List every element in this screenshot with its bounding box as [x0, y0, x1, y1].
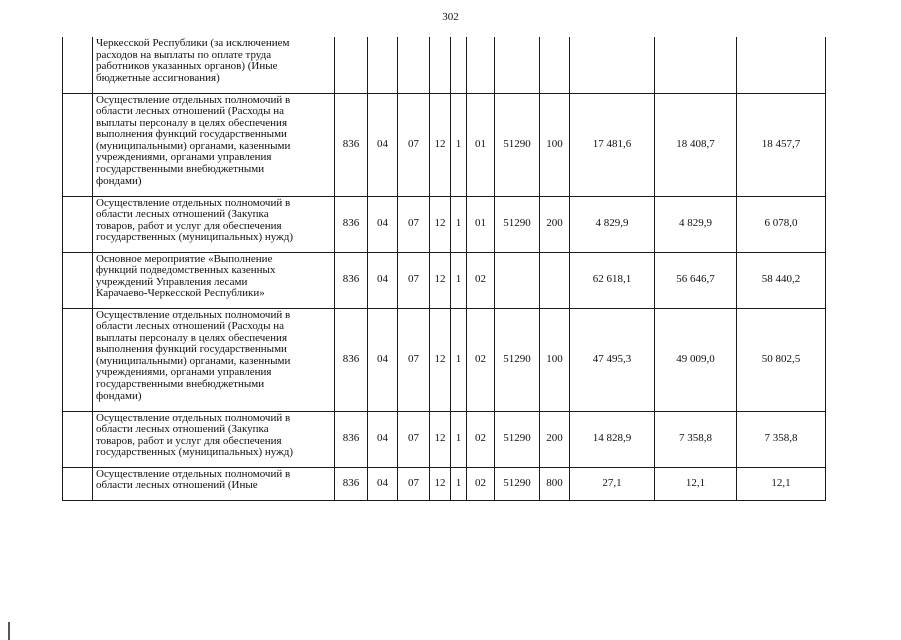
- description-line: области лесных отношений (Расходы на: [96, 105, 285, 118]
- description-line: государственными внебюджетными: [96, 378, 265, 391]
- row-description: [93, 467, 335, 500]
- gov-code-cell: 836: [335, 411, 368, 467]
- direction-cell: 51290: [495, 196, 540, 252]
- description-line: Черкесской Республики (за исключением: [96, 37, 290, 49]
- subprogram-cell: [451, 37, 467, 93]
- main-event-cell: 02: [467, 308, 495, 411]
- blank-cell: [63, 196, 93, 252]
- subsection-cell: 07: [398, 467, 430, 500]
- description-line: государственными внебюджетными: [96, 163, 265, 176]
- gov-code-cell: 836: [335, 93, 368, 196]
- description-line: бюджетные ассигнования): [96, 71, 220, 84]
- blank-cell: [63, 411, 93, 467]
- description-line: Карачаево-Черкесской Республики»: [96, 287, 265, 300]
- amount-year-3-cell: 7 358,8: [737, 411, 826, 467]
- blank-cell: [63, 467, 93, 500]
- amount-year-3-cell: 58 440,2: [737, 252, 826, 308]
- page-number: 302: [442, 11, 459, 23]
- amount-year-2-cell: 49 009,0: [655, 308, 737, 411]
- table-row: [63, 37, 826, 93]
- scan-edge-mark: [8, 622, 10, 640]
- description-line: Основное мероприятие «Выполнение: [96, 252, 273, 265]
- amount-year-1-cell: 14 828,9: [570, 411, 655, 467]
- section-cell: 04: [368, 252, 398, 308]
- description-line: выполнения функций государственными: [96, 343, 287, 356]
- expense-type-cell: 100: [540, 93, 570, 196]
- row-description: [93, 308, 335, 411]
- description-line: области лесных отношений (Закупка: [96, 208, 269, 221]
- description-line: области лесных отношений (Расходы на: [96, 320, 285, 333]
- subsection-cell: [398, 37, 430, 93]
- section-cell: [368, 37, 398, 93]
- description-line: (муниципальными) органами, казенными: [96, 139, 291, 152]
- amount-year-1-cell: 17 481,6: [570, 93, 655, 196]
- amount-year-1-cell: 4 829,9: [570, 196, 655, 252]
- blank-cell: [63, 93, 93, 196]
- description-line: государственных (муниципальных) нужд): [96, 231, 293, 244]
- main-event-cell: 02: [467, 252, 495, 308]
- description-line: Осуществление отдельных полномочий в: [96, 308, 291, 321]
- description-line: области лесных отношений (Иные: [96, 479, 258, 492]
- amount-year-2-cell: 4 829,9: [655, 196, 737, 252]
- amount-year-1-cell: [570, 37, 655, 93]
- amount-year-3-cell: [737, 37, 826, 93]
- blank-cell: [63, 37, 93, 93]
- subsection-cell: 07: [398, 252, 430, 308]
- row-description: [93, 252, 335, 308]
- program-cell: 12: [430, 411, 451, 467]
- description-line: Осуществление отдельных полномочий в: [96, 93, 291, 106]
- description-line: расходов на выплаты по оплате труда: [96, 48, 272, 61]
- program-cell: [430, 37, 451, 93]
- main-event-cell: 02: [467, 467, 495, 500]
- description-line: Осуществление отдельных полномочий в: [96, 411, 291, 424]
- section-cell: 04: [368, 308, 398, 411]
- gov-code-cell: 836: [335, 196, 368, 252]
- amount-year-1-cell: 27,1: [570, 467, 655, 500]
- direction-cell: 51290: [495, 93, 540, 196]
- main-event-cell: 02: [467, 411, 495, 467]
- section-cell: 04: [368, 411, 398, 467]
- program-cell: 12: [430, 93, 451, 196]
- main-event-cell: 01: [467, 196, 495, 252]
- direction-cell: 51290: [495, 467, 540, 500]
- expense-type-cell: [540, 252, 570, 308]
- gov-code-cell: 836: [335, 252, 368, 308]
- gov-code-cell: [335, 37, 368, 93]
- program-cell: 12: [430, 467, 451, 500]
- main-event-cell: [467, 37, 495, 93]
- expense-type-cell: 200: [540, 411, 570, 467]
- main-event-cell: 01: [467, 93, 495, 196]
- description-line: учреждениями, органами управления: [96, 366, 272, 379]
- table-row: [63, 93, 826, 196]
- description-line: выплаты персоналу в целях обеспечения: [96, 331, 288, 344]
- description-line: функций подведомственных казенных: [96, 264, 276, 277]
- description-line: товаров, работ и услуг для обеспечения: [96, 434, 282, 447]
- amount-year-3-cell: 6 078,0: [737, 196, 826, 252]
- budget-table: [62, 37, 826, 501]
- description-line: фондами): [96, 174, 142, 187]
- description-line: учреждениями, органами управления: [96, 151, 272, 164]
- direction-cell: 51290: [495, 411, 540, 467]
- description-line: выплаты персоналу в целях обеспечения: [96, 116, 288, 129]
- row-description: [93, 196, 335, 252]
- description-line: фондами): [96, 389, 142, 402]
- gov-code-cell: 836: [335, 308, 368, 411]
- program-cell: 12: [430, 196, 451, 252]
- subprogram-cell: 1: [451, 93, 467, 196]
- subprogram-cell: 1: [451, 196, 467, 252]
- subsection-cell: 07: [398, 93, 430, 196]
- amount-year-2-cell: 7 358,8: [655, 411, 737, 467]
- description-line: (муниципальными) органами, казенными: [96, 354, 291, 367]
- description-line: работников указанных органов) (Иные: [96, 60, 278, 73]
- table-body: [63, 37, 826, 500]
- amount-year-3-cell: 12,1: [737, 467, 826, 500]
- blank-cell: [63, 252, 93, 308]
- table-row: [63, 252, 826, 308]
- expense-type-cell: 200: [540, 196, 570, 252]
- expense-type-cell: 800: [540, 467, 570, 500]
- amount-year-1-cell: 62 618,1: [570, 252, 655, 308]
- description-line: выполнения функций государственными: [96, 128, 287, 141]
- direction-cell: 51290: [495, 308, 540, 411]
- section-cell: 04: [368, 467, 398, 500]
- direction-cell: [495, 37, 540, 93]
- table-row: [63, 467, 826, 500]
- section-cell: 04: [368, 196, 398, 252]
- amount-year-2-cell: 12,1: [655, 467, 737, 500]
- description-line: Осуществление отдельных полномочий в: [96, 196, 291, 209]
- expense-type-cell: 100: [540, 308, 570, 411]
- gov-code-cell: 836: [335, 467, 368, 500]
- subsection-cell: 07: [398, 411, 430, 467]
- program-cell: 12: [430, 308, 451, 411]
- row-description: [93, 37, 335, 93]
- amount-year-2-cell: [655, 37, 737, 93]
- subprogram-cell: 1: [451, 411, 467, 467]
- table-row: [63, 196, 826, 252]
- subprogram-cell: 1: [451, 252, 467, 308]
- table-row: [63, 411, 826, 467]
- row-description: [93, 411, 335, 467]
- subsection-cell: 07: [398, 196, 430, 252]
- table-row: [63, 308, 826, 411]
- amount-year-2-cell: 56 646,7: [655, 252, 737, 308]
- section-cell: 04: [368, 93, 398, 196]
- program-cell: 12: [430, 252, 451, 308]
- amount-year-3-cell: 50 802,5: [737, 308, 826, 411]
- description-line: учреждений Управления лесами: [96, 275, 248, 288]
- row-description: [93, 93, 335, 196]
- description-line: государственных (муниципальных) нужд): [96, 446, 293, 459]
- subprogram-cell: 1: [451, 467, 467, 500]
- description-line: товаров, работ и услуг для обеспечения: [96, 219, 282, 232]
- amount-year-1-cell: 47 495,3: [570, 308, 655, 411]
- direction-cell: [495, 252, 540, 308]
- subprogram-cell: 1: [451, 308, 467, 411]
- description-line: области лесных отношений (Закупка: [96, 423, 269, 436]
- expense-type-cell: [540, 37, 570, 93]
- description-line: Осуществление отдельных полномочий в: [96, 467, 291, 480]
- blank-cell: [63, 308, 93, 411]
- subsection-cell: 07: [398, 308, 430, 411]
- amount-year-3-cell: 18 457,7: [737, 93, 826, 196]
- amount-year-2-cell: 18 408,7: [655, 93, 737, 196]
